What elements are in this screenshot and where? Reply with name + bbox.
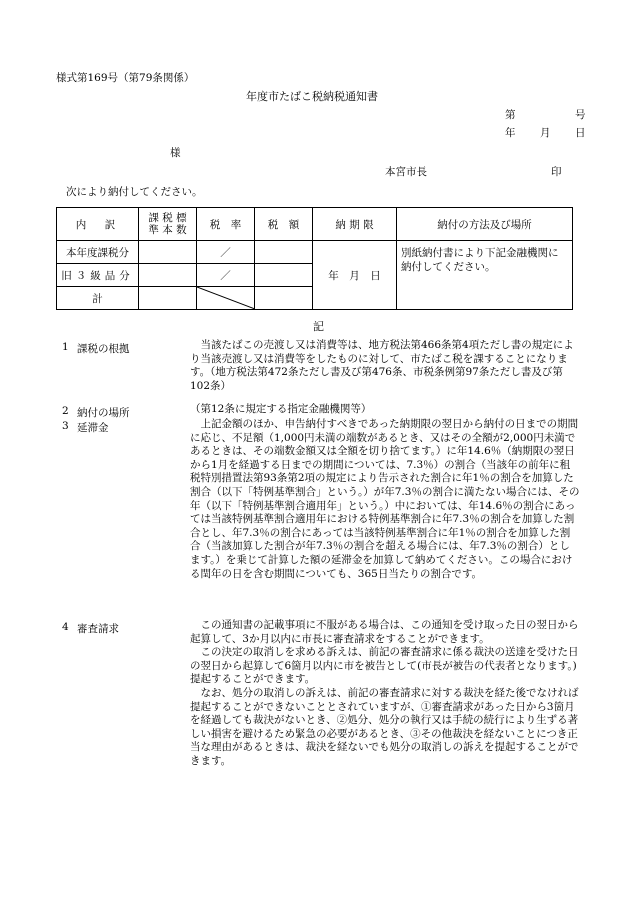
number-label-left: 第	[505, 109, 516, 121]
date-month: 月	[540, 127, 551, 139]
header-taxable-line2: 準 本 数	[148, 224, 187, 236]
section-number: 4	[62, 621, 69, 633]
header-rate: 税 率	[197, 208, 255, 241]
row-label: 本年度課税分	[57, 241, 139, 264]
paragraph: この決定の取消しを求める訴えは、前記の審査請求に係る裁決の送達を受けた日の翌日から起算して6箇月以内に市を被告として(市長が被告の代表者となります。)提起することができます。	[190, 646, 579, 686]
section-number: 3	[62, 420, 69, 432]
cell-amount	[255, 264, 313, 287]
table-header-row	[57, 208, 573, 241]
table-row	[57, 241, 573, 264]
number-label-right: 号	[575, 109, 586, 121]
cell-amount	[255, 287, 313, 310]
cell-taxable-base	[139, 264, 197, 287]
section-4-body	[190, 619, 580, 769]
issuer: 本宮市長	[385, 166, 427, 178]
section-label: 課税の根拠	[77, 343, 130, 355]
header-due-date: 納 期 限	[313, 208, 397, 241]
header-taxable-base	[139, 208, 197, 241]
seal-mark: 印	[551, 166, 562, 178]
paragraph: 上記金額のほか、申告納付すべきであった納期限の翌日から納付の日までの期間に応じ、不足額（1,000円未満の端数があるとき、又はその全額が2,000円未満であるときは、その端数金額又は全額を切り捨てます。）に年14.6％（納期限の翌日から1月を経過する日までの期間については、7.3％）の割合（当該年の前年に租税特別措置法第93条第2項の規定により告示された割合に年1％の割合を加算した割合（以下「特例基準割合」という。）が年7.3％の割合に満たない場合には、その年（以下「特例基準割合適用年」という。）中においては、年14.6％の割合にあっては当該特例基準割合適用年における特例基準割合に年7.3％の割合を加算した割合とし、年7.3％の割合にあっては当該特例基準割合に年1％の割合を加算した割合（当該加算した割合が年7.3％の割合を超える場合には、年7.3％の割合）とします。）を乗じて計算した額の延滞金を加算して納めてください。この場合における閏年の日を含む期間についても、365日当たりの割合です。	[190, 418, 580, 580]
section-number: 2	[62, 405, 69, 417]
section-number: 1	[62, 341, 69, 353]
row-label: 旧３級品分	[57, 264, 139, 287]
recipient-suffix: 様	[170, 147, 181, 159]
cell-rate: ／	[197, 264, 255, 287]
paragraph: この通知書の記載事項に不服がある場合は、この通知を受け取った日の翌日から起算して、3か月以内に市長に審査請求をすることができます。	[190, 619, 579, 645]
header-taxable-line1: 課 税 標	[148, 212, 187, 224]
intro-text: 次により納付してください。	[66, 186, 203, 198]
form-label: 様式第169号（第79条関係）	[56, 72, 195, 84]
cell-rate: ／	[197, 241, 255, 264]
section-label: 納付の場所	[77, 407, 130, 419]
cell-rate-total	[197, 287, 255, 310]
section-1-body	[190, 339, 580, 393]
paragraph: （第12条に規定する指定金融機関等）	[190, 403, 372, 415]
document-title: 年度市たばこ税納税通知書	[246, 90, 378, 103]
cell-amount	[255, 241, 313, 264]
cell-taxable-base	[139, 241, 197, 264]
section-label: 審査請求	[77, 623, 119, 635]
date-year: 年	[505, 127, 516, 139]
paragraph: 当該たばこの売渡し又は消費等は、地方税法第466条第4項ただし書の規定により当該売渡し又は消費等をしたものに対して、市たばこ税を課することになります。（地方税法第472条ただし書及び第476条、市税条例第97条ただし書及び第102条）	[190, 339, 574, 392]
cell-taxable-base	[139, 287, 197, 310]
section-2-body	[190, 403, 580, 417]
tax-table	[56, 207, 573, 310]
section-label: 延滞金	[77, 422, 109, 434]
diagonal-line	[197, 287, 255, 309]
header-category: 内 訳	[57, 208, 139, 241]
date-day: 日	[575, 127, 586, 139]
header-amount: 税 額	[255, 208, 313, 241]
cell-due-date: 年 月 日	[313, 241, 397, 310]
header-payment-method: 納付の方法及び場所	[397, 208, 573, 241]
cell-payment-method: 別紙納付書により下記金融機関に納付してください。	[397, 241, 573, 310]
row-label: 計	[57, 287, 139, 310]
paragraph: なお、処分の取消しの訴えは、前記の審査請求に対する裁決を経た後でなければ提起することができないこととされていますが、①審査請求があった日から3箇月を経過しても裁決がないとき、②処分、処分の執行又は手続の続行により生ずる著しい損害を避けるため緊急の必要があるとき、③その他裁決を経ないことにつき正当な理由があるときは、裁決を経ないでも処分の取消しの訴えを提起することができます。	[190, 686, 579, 767]
ki-heading: 記	[313, 320, 324, 333]
section-3-body	[190, 418, 580, 581]
